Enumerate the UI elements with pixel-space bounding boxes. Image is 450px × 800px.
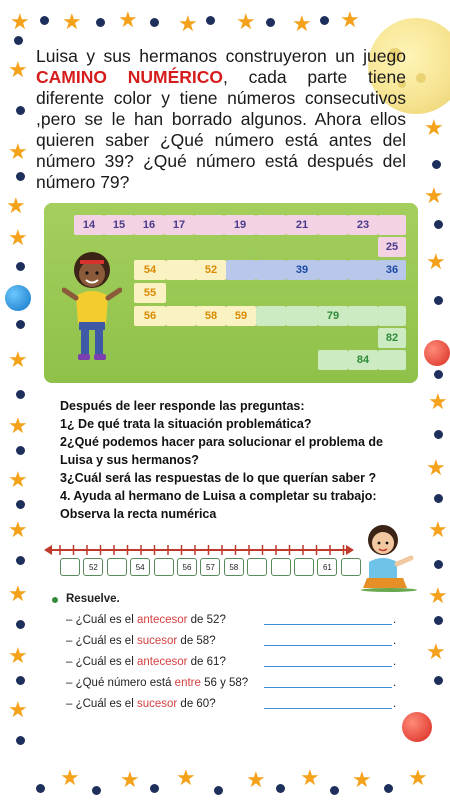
question-text: – ¿Cuál es el [66,635,137,647]
number-line-axis [44,540,354,560]
path-cell [378,350,406,370]
answer-end-dot: . [393,677,397,689]
questions-block [60,397,400,523]
question-text: de 61? [187,656,226,668]
dot-decoration [16,500,25,509]
path-cell: 17 [164,215,194,235]
number-line-box: 58 [224,558,244,576]
path-cell: 36 [378,260,406,280]
number-line-blank-box[interactable] [154,558,174,576]
path-cell [318,260,348,280]
answer-end-dot: . [393,656,397,668]
star-icon: ★ [8,582,28,607]
intro-paragraph [36,46,406,193]
dot-decoration [16,320,25,329]
question-keyword: sucesor [136,635,178,647]
question-keyword: entre [174,677,201,689]
number-line [44,540,354,586]
question-text: 56 y 58? [200,677,249,689]
answer-end-dot: . [393,635,397,647]
planet-icon [424,340,450,366]
star-icon: ★ [8,468,28,493]
number-line-box: 61 [317,558,337,576]
dot-decoration [214,786,223,795]
answer-line[interactable] [264,645,392,646]
path-cell: 14 [74,215,104,235]
star-icon: ★ [426,456,446,481]
star-icon: ★ [246,768,266,793]
dot-decoration [92,786,101,795]
dot-decoration [434,494,443,503]
path-cell: 15 [104,215,134,235]
path-cell [166,260,196,280]
resuelve-question [52,694,402,715]
star-icon: ★ [8,348,28,373]
question-2: 2¿Qué podemos hacer para solucionar el problema de Luisa y sus hermanos? [60,435,384,467]
path-cell [348,260,378,280]
path-cell [318,350,348,370]
questions-intro: Después de leer responde las preguntas: [60,399,305,413]
dot-decoration [434,430,443,439]
path-cell: 82 [378,328,406,348]
star-icon: ★ [426,250,446,275]
star-icon: ★ [8,226,28,251]
dot-decoration [434,296,443,305]
dot-decoration [432,160,441,169]
star-icon: ★ [118,8,138,33]
star-icon: ★ [178,12,198,37]
star-icon: ★ [8,644,28,669]
resuelve-section [52,593,402,715]
star-icon: ★ [428,390,448,415]
star-icon: ★ [8,518,28,543]
star-icon: ★ [292,12,312,37]
question-text: de 60? [177,698,216,710]
question-1: 1¿ De qué trata la situación problemática? [60,417,312,431]
resuelve-question [52,652,402,673]
question-keyword: sucesor [136,698,178,710]
path-cell: 58 [196,306,226,326]
star-icon: ★ [428,584,448,609]
intro-text-continued: , cada parte tiene diferente color y tiene números consecutivos ,pero se le han borrado algunos. Ahora ellos quieren saber ¿Qué número está antes del número 39? ¿Qué número está después del número 79? [36,67,407,192]
dot-decoration [434,370,443,379]
number-line-blank-box[interactable] [60,558,80,576]
resuelve-question [52,610,402,631]
number-line-box: 57 [200,558,220,576]
answer-end-dot: . [393,614,397,626]
path-cell: 59 [226,306,256,326]
dot-decoration [16,446,25,455]
question-keyword: antecesor [136,614,188,626]
dot-decoration [320,16,329,25]
star-icon: ★ [60,766,80,791]
question-4: 4. Ayuda al hermano de Luisa a completar su trabajo: [60,489,377,503]
dot-decoration [150,784,159,793]
star-icon: ★ [340,8,360,33]
star-icon: ★ [428,518,448,543]
answer-line[interactable] [264,666,392,667]
bullet-icon [52,597,58,603]
dot-decoration [330,786,339,795]
dot-decoration [16,620,25,629]
star-icon: ★ [236,10,256,35]
dot-decoration [206,16,215,25]
question-keyword: antecesor [136,656,188,668]
path-cell [286,306,318,326]
path-cell: 55 [134,283,166,303]
dot-decoration [96,18,105,27]
intro-text: Luisa y sus hermanos construyeron un juego [36,46,406,66]
path-cell [226,260,256,280]
question-text: – ¿Qué número está [66,677,175,689]
dot-decoration [16,736,25,745]
star-icon: ★ [120,768,140,793]
path-cell [256,215,286,235]
path-cell [256,260,286,280]
planet-icon [402,712,432,742]
number-line-box: 54 [130,558,150,576]
question-5: Observa la recta numérica [60,507,217,521]
star-icon: ★ [8,698,28,723]
game-name: CAMINO NUMÉRICO [36,67,224,87]
star-icon: ★ [8,58,28,83]
path-cell [348,306,378,326]
resuelve-question [52,631,402,652]
path-cell: 25 [378,237,406,257]
path-cell [378,215,406,235]
star-icon: ★ [62,10,82,35]
path-cell: 56 [134,306,166,326]
star-icon: ★ [10,10,30,35]
number-line-blank-box[interactable] [247,558,267,576]
star-icon: ★ [426,640,446,665]
star-icon: ★ [6,194,26,219]
dot-decoration [266,18,275,27]
dot-decoration [16,556,25,565]
question-text: – ¿Cuál es el [66,614,137,626]
star-icon: ★ [352,768,372,793]
number-line-blank-box[interactable] [294,558,314,576]
question-3: 3¿Cuál será las respuestas de lo que querían saber ? [60,471,377,485]
path-cell: 52 [196,260,226,280]
dot-decoration [36,784,45,793]
number-line-blank-box[interactable] [271,558,291,576]
star-icon: ★ [300,766,320,791]
dot-decoration [384,784,393,793]
answer-end-dot: . [393,698,397,710]
star-icon: ★ [8,140,28,165]
path-cell [378,306,406,326]
question-text: – ¿Cuál es el [66,698,137,710]
question-text: de 58? [177,635,216,647]
path-cell [318,215,348,235]
path-cell: 79 [318,306,348,326]
path-cell [194,215,224,235]
star-icon: ★ [408,766,428,791]
path-cell: 19 [224,215,256,235]
star-icon: ★ [8,414,28,439]
dot-decoration [434,560,443,569]
dot-decoration [276,784,285,793]
dot-decoration [40,16,49,25]
dot-decoration [16,106,25,115]
dot-decoration [434,616,443,625]
path-cell: 84 [348,350,378,370]
question-text: de 52? [187,614,226,626]
dot-decoration [434,676,443,685]
number-line-blank-box[interactable] [107,558,127,576]
boy-illustration [357,522,421,592]
dot-decoration [16,262,25,271]
path-cell [256,306,286,326]
path-cell: 54 [134,260,166,280]
path-cell [166,306,196,326]
resuelve-title: Resuelve. [66,593,120,605]
girl-illustration [62,248,122,366]
dot-decoration [16,172,25,181]
path-cell: 23 [348,215,378,235]
planet-icon [5,285,31,311]
answer-line[interactable] [264,624,392,625]
path-cell: 21 [286,215,318,235]
answer-line[interactable] [264,687,392,688]
resuelve-question [52,673,402,694]
dot-decoration [14,36,23,45]
star-icon: ★ [424,184,444,209]
star-icon: ★ [176,766,196,791]
dot-decoration [150,18,159,27]
dot-decoration [16,390,25,399]
dot-decoration [434,220,443,229]
star-icon: ★ [424,116,444,141]
number-line-box: 56 [177,558,197,576]
number-line-box: 52 [83,558,103,576]
question-text: – ¿Cuál es el [66,656,137,668]
dot-decoration [16,676,25,685]
path-cell: 39 [286,260,318,280]
path-cell: 16 [134,215,164,235]
answer-line[interactable] [264,708,392,709]
